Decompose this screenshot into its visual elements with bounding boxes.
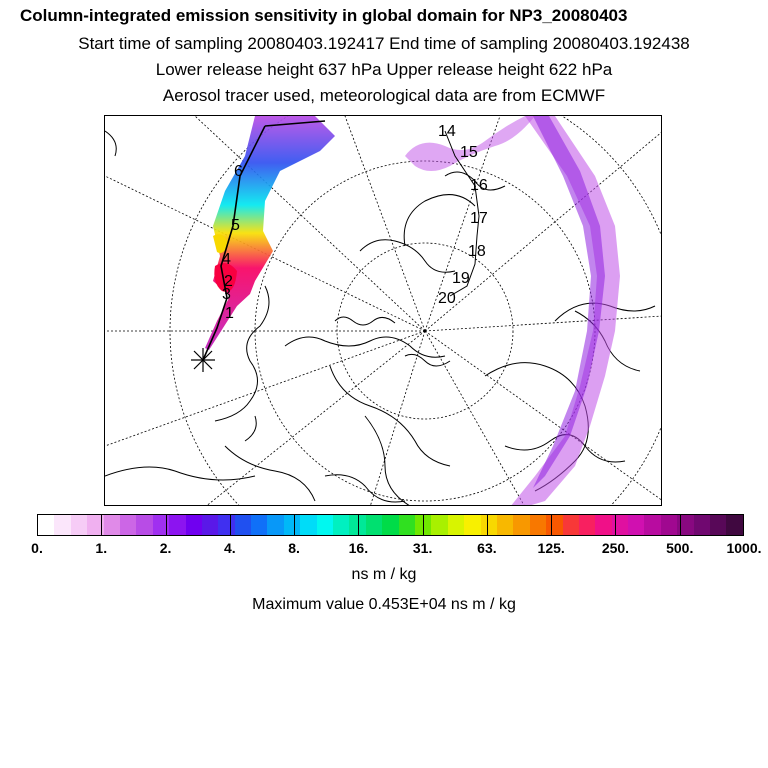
- map-panel: [104, 115, 662, 506]
- colorbar-segment: [202, 515, 218, 535]
- colorbar-segment: [54, 515, 70, 535]
- day-label-16: 16: [470, 177, 488, 194]
- day-label-2: 2: [224, 273, 233, 290]
- colorbar-tick: [487, 515, 488, 535]
- day-label-20: 20: [438, 290, 456, 307]
- colorbar-segment: [661, 515, 677, 535]
- day-label-17: 17: [470, 210, 488, 227]
- day-label-19: 19: [452, 270, 470, 287]
- colorbar-segment: [120, 515, 136, 535]
- tracer-info-line: Aerosol tracer used, meteorological data are from ECMWF: [162, 86, 606, 105]
- plot-title: Column-integrated emission sensitivity in global domain for NP3_20080403: [20, 6, 628, 25]
- release-point-marker: [191, 348, 215, 372]
- colorbar-segment: [710, 515, 726, 535]
- colorbar-tick: [294, 515, 295, 535]
- emission-plume-east-core: [533, 116, 605, 488]
- colorbar-segment: [284, 515, 300, 535]
- colorbar-segment: [153, 515, 169, 535]
- colorbar-segment: [612, 515, 628, 535]
- colorbar-segment: [104, 515, 120, 535]
- day-label-1: 1: [225, 305, 234, 322]
- colorbar-segment: [431, 515, 447, 535]
- colorbar-segment: [399, 515, 415, 535]
- colorbar-segment: [546, 515, 562, 535]
- sampling-time-line: Start time of sampling 20080403.192417 End time of sampling 20080403.192438: [78, 34, 690, 53]
- colorbar: [37, 514, 744, 536]
- colorbar-segment: [267, 515, 283, 535]
- colorbar-segment: [497, 515, 513, 535]
- colorbar-segment: [136, 515, 152, 535]
- colorbar-segment: [333, 515, 349, 535]
- colorbar-segment: [235, 515, 251, 535]
- colorbar-tick: [166, 515, 167, 535]
- colorbar-tick-label: 2.: [159, 540, 172, 556]
- colorbar-segment: [726, 515, 742, 535]
- colorbar-segment: [628, 515, 644, 535]
- colorbar-tick-label: 1000.: [726, 540, 762, 556]
- day-label-14: 14: [438, 123, 456, 140]
- colorbar-tick: [101, 515, 102, 535]
- release-height-line: Lower release height 637 hPa Upper release height 622 hPa: [155, 60, 613, 79]
- colorbar-segment: [448, 515, 464, 535]
- colorbar-tick-label: 500.: [666, 540, 694, 556]
- colorbar-segment: [169, 515, 185, 535]
- colorbar-tick: [551, 515, 552, 535]
- colorbar-tick: [680, 515, 681, 535]
- colorbar-tick-label: 16.: [348, 540, 369, 556]
- map-canvas: [105, 116, 662, 506]
- day-label-4: 4: [222, 251, 231, 268]
- colorbar-segment: [300, 515, 316, 535]
- colorbar-tick: [423, 515, 424, 535]
- colorbar-tick: [358, 515, 359, 535]
- colorbar-segment: [644, 515, 660, 535]
- colorbar-tick-label: 0.: [31, 540, 43, 556]
- colorbar-segment: [251, 515, 267, 535]
- colorbar-tick-label: 63.: [477, 540, 497, 556]
- colorbar-segment: [317, 515, 333, 535]
- colorbar-tick-label: 125.: [537, 540, 565, 556]
- colorbar-segment: [513, 515, 529, 535]
- day-label-3: 3: [222, 286, 231, 303]
- colorbar-tick-label: 4.: [223, 540, 236, 556]
- colorbar-tick-label: 31.: [412, 540, 433, 556]
- maximum-value-text: Maximum value 0.453E+04 ns m / kg: [252, 596, 516, 613]
- colorbar-segment: [694, 515, 710, 535]
- colorbar-segment: [186, 515, 202, 535]
- colorbar-segment: [366, 515, 382, 535]
- colorbar-tick-label: 1.: [95, 540, 108, 556]
- colorbar-segment: [382, 515, 398, 535]
- day-label-15: 15: [460, 144, 478, 161]
- colorbar-segment: [38, 515, 54, 535]
- colorbar-segment: [481, 515, 497, 535]
- colorbar-tick-label: 8.: [288, 540, 300, 556]
- colorbar-segment: [464, 515, 480, 535]
- colorbar-segment: [563, 515, 579, 535]
- colorbar-segment: [579, 515, 595, 535]
- colorbar-units: ns m / kg: [351, 566, 417, 583]
- colorbar-segment: [71, 515, 87, 535]
- colorbar-segment: [595, 515, 611, 535]
- colorbar-segment: [530, 515, 546, 535]
- day-label-6: 6: [234, 163, 243, 180]
- colorbar-tick-label: 250.: [601, 540, 630, 556]
- colorbar-tick: [230, 515, 231, 535]
- colorbar-tick: [615, 515, 616, 535]
- colorbar-segment: [218, 515, 234, 535]
- day-label-5: 5: [231, 217, 240, 234]
- day-label-18: 18: [468, 243, 486, 260]
